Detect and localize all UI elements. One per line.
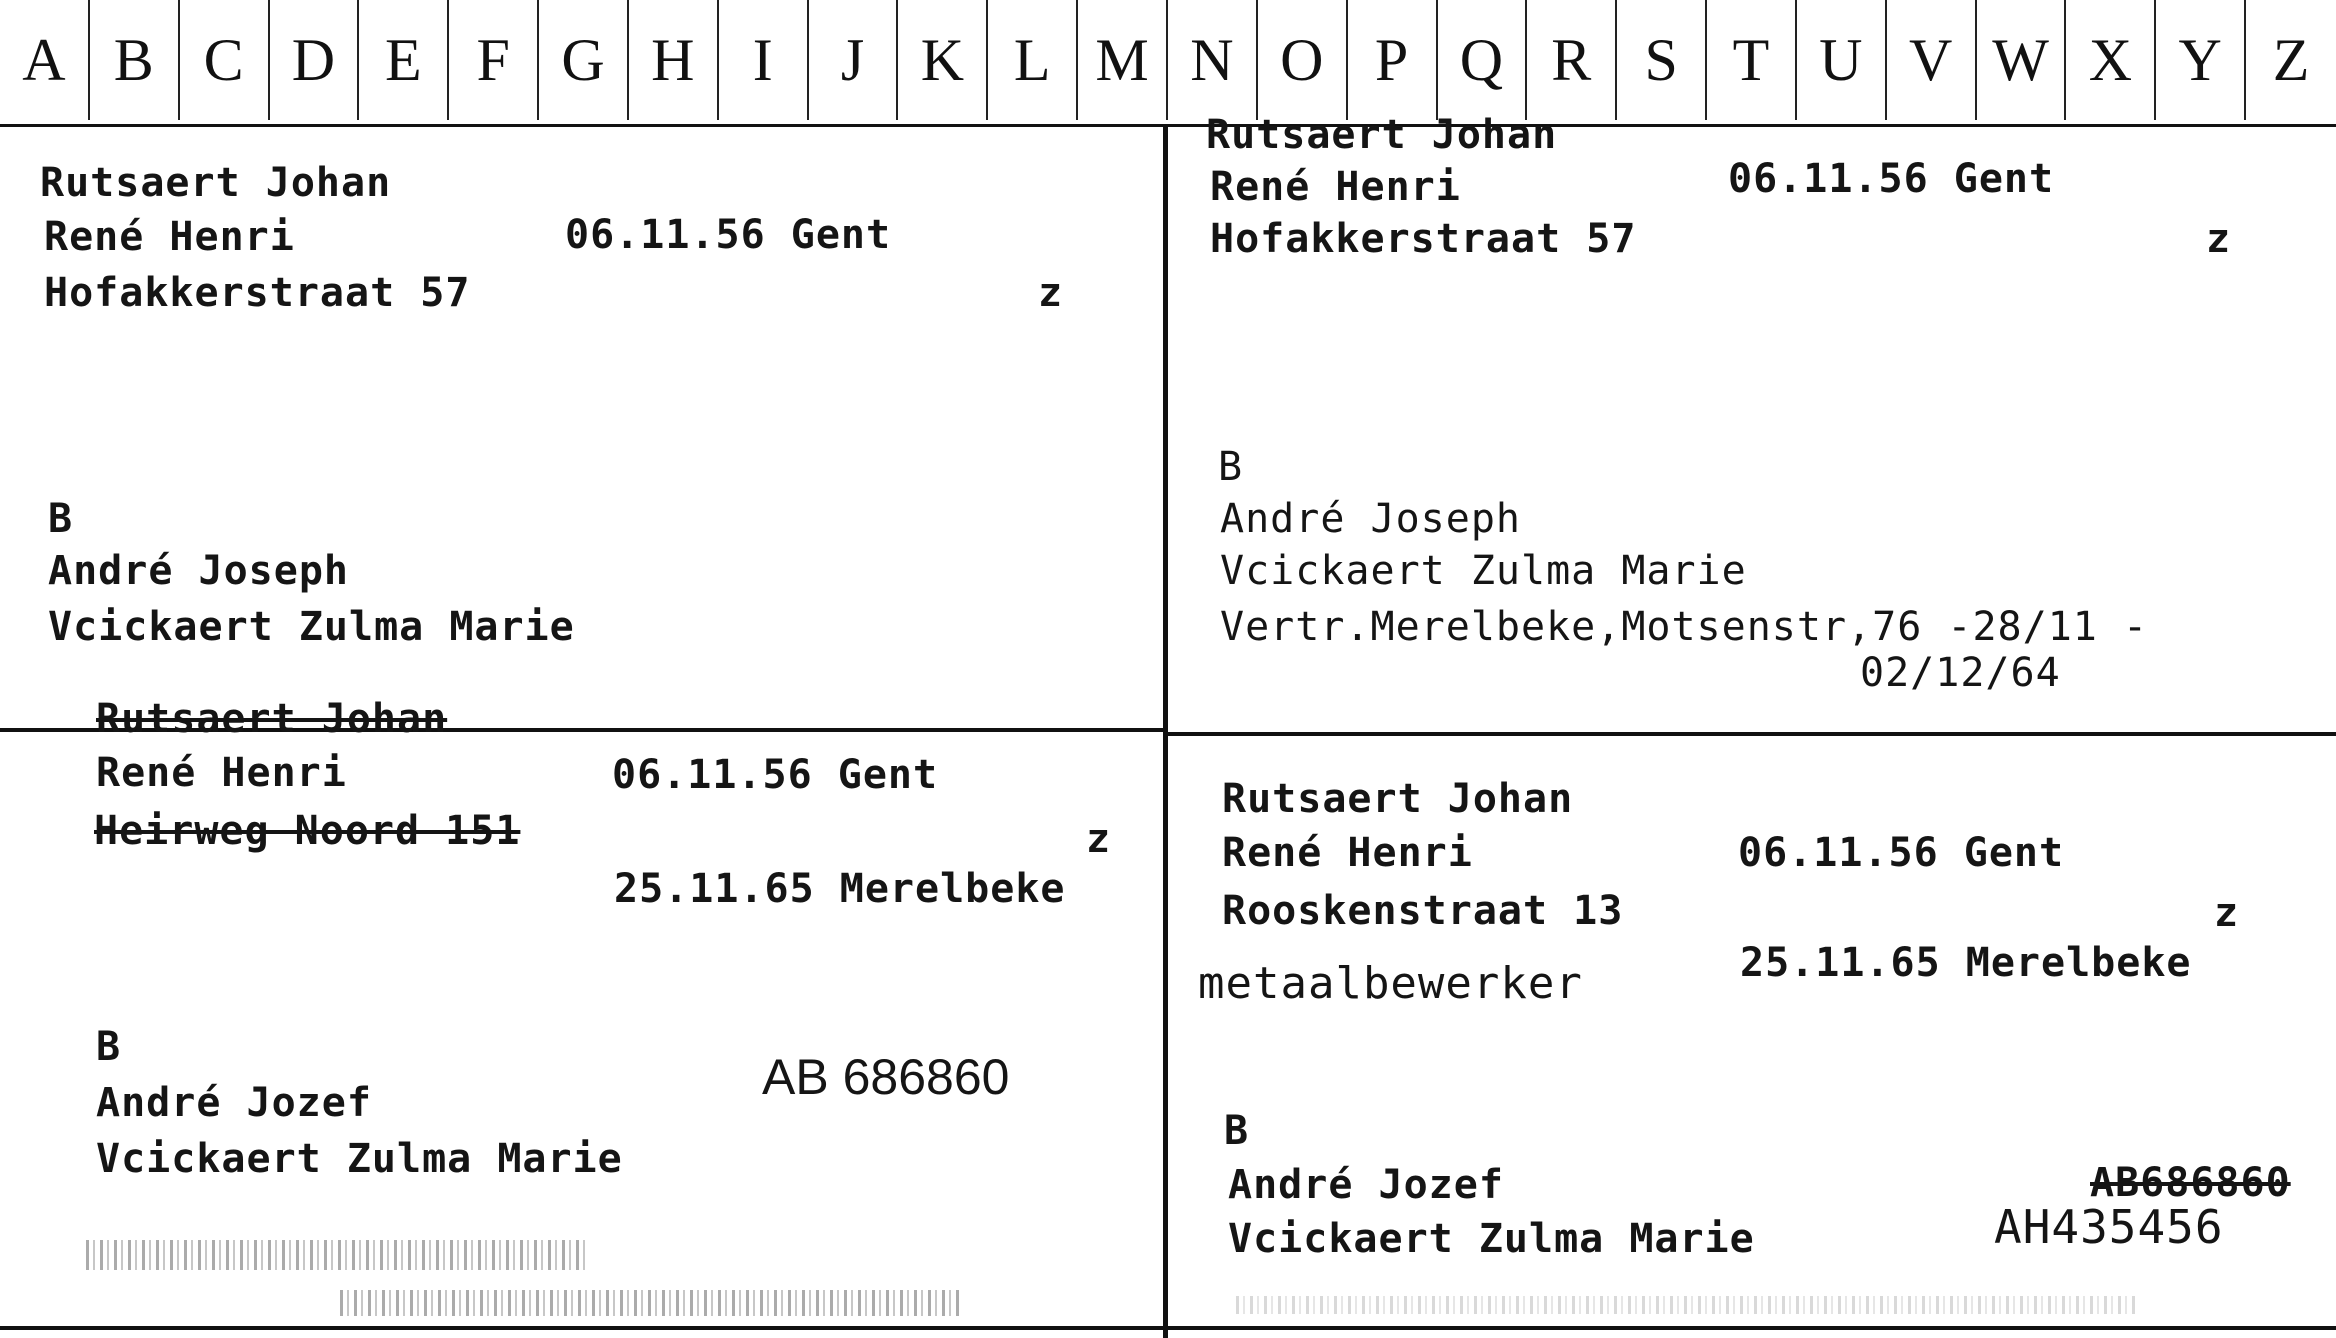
father: André Jozef xyxy=(1228,1162,1504,1208)
alphabet-letter-q: Q xyxy=(1438,0,1528,120)
alphabet-letter-t: T xyxy=(1707,0,1797,120)
mother: Vcickaert Zulma Marie xyxy=(96,1136,623,1182)
card-divider-right xyxy=(1166,732,2336,736)
alphabet-letter-h: H xyxy=(629,0,719,120)
address: Hofakkerstraat 57 xyxy=(44,270,471,316)
alphabet-letter-y: Y xyxy=(2156,0,2246,120)
name-line: Rutsaert Johan xyxy=(1222,776,1574,822)
card-divider-bottom xyxy=(0,1326,2336,1330)
mark: z xyxy=(2214,890,2240,936)
mother: Vcickaert Zulma Marie xyxy=(1220,548,1747,594)
address: Hofakkerstraat 57 xyxy=(1210,216,1637,262)
document-number: AB 686860 xyxy=(762,1049,1010,1105)
code: B xyxy=(96,1024,122,1070)
alphabet-letter-g: G xyxy=(539,0,629,120)
alphabet-letter-c: C xyxy=(180,0,270,120)
alphabet-letter-a: A xyxy=(0,0,90,120)
code: B xyxy=(1218,444,1244,490)
departure-date: 02/12/64 xyxy=(1860,650,2061,696)
smudged-mark xyxy=(86,1240,586,1270)
alphabet-letter-o: O xyxy=(1258,0,1348,120)
faint-marks xyxy=(1236,1296,2136,1314)
birth-info: 06.11.56 Gent xyxy=(1738,830,2065,876)
arrival-info: 25.11.65 Merelbeke xyxy=(614,866,1066,912)
mother: Vcickaert Zulma Marie xyxy=(48,604,575,650)
smudged-mark xyxy=(340,1290,960,1316)
father: André Joseph xyxy=(1220,496,1521,542)
alphabet-letter-m: M xyxy=(1078,0,1168,120)
alphabet-letter-u: U xyxy=(1797,0,1887,120)
code: B xyxy=(1224,1108,1250,1154)
alphabet-letter-k: K xyxy=(898,0,988,120)
alphabet-letter-d: D xyxy=(270,0,360,120)
alphabet-letter-j: J xyxy=(809,0,899,120)
alphabet-letter-l: L xyxy=(988,0,1078,120)
departure-note: Vertr.Merelbeke,Motsenstr,76 -28/11 - xyxy=(1220,604,2149,650)
mother: Vcickaert Zulma Marie xyxy=(1228,1216,1755,1262)
birth-info: 06.11.56 Gent xyxy=(612,752,939,798)
alphabet-letter-n: N xyxy=(1168,0,1258,120)
alphabet-letter-p: P xyxy=(1348,0,1438,120)
alphabet-letter-z: Z xyxy=(2272,26,2310,93)
occupation: metaalbewerker xyxy=(1198,958,1583,1009)
middle-names: René Henri xyxy=(96,750,347,796)
name-line: Rutsaert Johan xyxy=(96,696,448,742)
alphabet-letter-x: X xyxy=(2066,0,2156,120)
name-line: Rutsaert Johan xyxy=(40,160,392,206)
alphabet-letter-v: V xyxy=(1887,0,1977,120)
address: Rooskenstraat 13 xyxy=(1222,888,1624,934)
alphabet-letter-b: B xyxy=(90,0,180,120)
middle-names: René Henri xyxy=(1222,830,1473,876)
alphabet-letter-e: E xyxy=(359,0,449,120)
name-line: Rutsaert Johan xyxy=(1206,112,1558,158)
mark: z xyxy=(1086,816,1112,862)
birth-info: 06.11.56 Gent xyxy=(565,212,892,258)
old-address: Heirweg Noord 151 xyxy=(94,808,521,854)
alphabet-letter-i: I xyxy=(719,0,809,120)
birth-info: 06.11.56 Gent xyxy=(1728,156,2055,202)
middle-names: René Henri xyxy=(1210,164,1461,210)
document-number: AH435456 xyxy=(1994,1200,2224,1254)
middle-names: René Henri xyxy=(44,214,295,260)
father: André Jozef xyxy=(96,1080,372,1126)
alphabet-index xyxy=(0,0,2336,126)
alphabet-letter-s: S xyxy=(1617,0,1707,120)
father: André Joseph xyxy=(48,548,349,594)
code: B xyxy=(48,496,74,542)
mark: z xyxy=(1038,270,1064,316)
old-document-number: AB686860 xyxy=(2090,1160,2291,1206)
alphabet-letter-r: R xyxy=(1527,0,1617,120)
mark: z xyxy=(2206,216,2232,262)
alphabet-letter-f: F xyxy=(449,0,539,120)
arrival-info: 25.11.65 Merelbeke xyxy=(1740,940,2192,986)
alphabet-divider xyxy=(0,124,2336,127)
alphabet-letter-w: W xyxy=(1977,0,2067,120)
